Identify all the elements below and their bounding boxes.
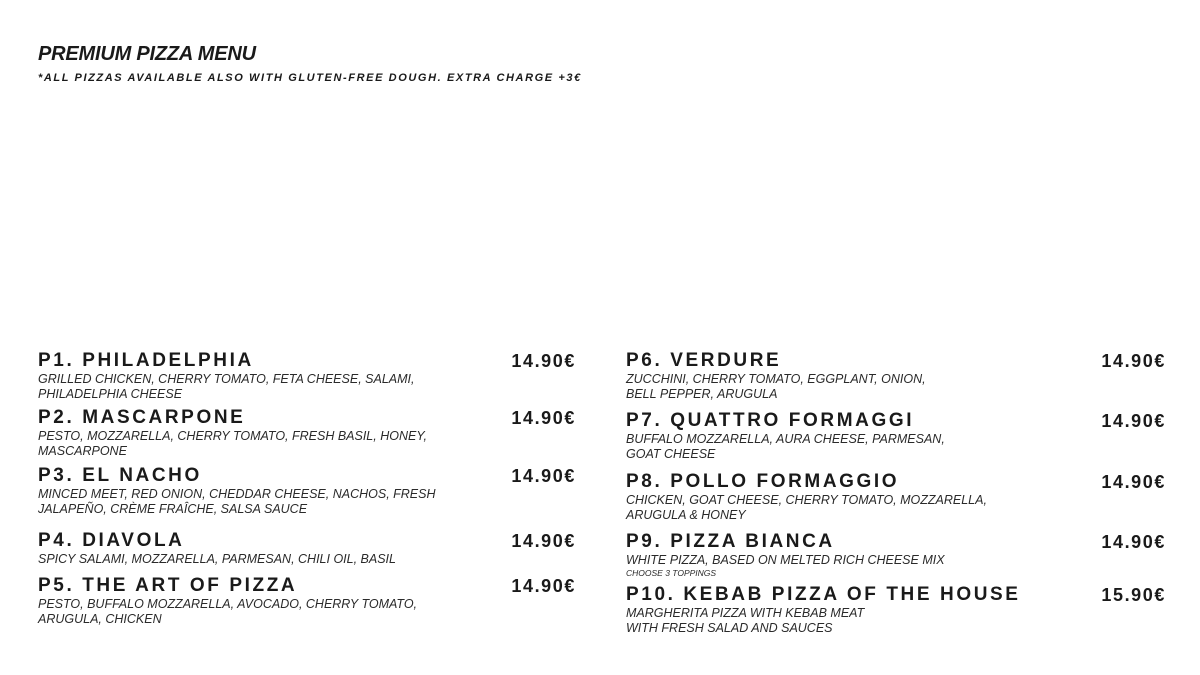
item-description <box>626 606 1046 635</box>
item-description-line: MARGHERITA PIZZA WITH KEBAB MEAT <box>626 606 865 620</box>
item-description <box>626 553 1046 578</box>
item-description-line: PESTO, MOZZARELLA, CHERRY TOMATO, FRESH BASIL, HONEY, <box>38 429 427 443</box>
menu-header <box>38 42 582 85</box>
item-description-line: MASCARPONE <box>38 443 127 458</box>
item-price: 14.90€ <box>511 576 576 596</box>
item-description <box>626 432 1046 461</box>
item-price: 14.90€ <box>511 351 576 371</box>
item-description <box>38 429 458 458</box>
item-name: P10. KEBAB PIZZA OF THE HOUSE <box>626 584 1021 605</box>
item-price: 14.90€ <box>511 408 576 428</box>
item-price: 15.90€ <box>1101 585 1166 605</box>
item-name: P1. PHILADELPHIA <box>38 350 254 371</box>
item-description-line: JALAPEÑO, CRÈME FRAÎCHE, SALSA SAUCE <box>38 501 308 516</box>
item-description-line: ARUGULA, CHICKEN <box>38 611 162 626</box>
menu-title: PREMIUM PIZZA MENU <box>38 43 256 65</box>
item-price: 14.90€ <box>1101 411 1166 431</box>
item-name: P5. THE ART OF PIZZA <box>38 575 298 596</box>
item-name: P2. MASCARPONE <box>38 407 246 428</box>
menu-item <box>38 575 576 626</box>
item-description <box>38 372 458 401</box>
item-note: CHOOSE 3 TOPPINGS <box>626 567 717 578</box>
item-price: 14.90€ <box>1101 472 1166 492</box>
item-description-line: MINCED MEET, RED ONION, CHEDDAR CHEESE, NACHOS, FRESH <box>38 487 436 501</box>
item-description-line: PESTO, BUFFALO MOZZARELLA, AVOCADO, CHERRY TOMATO, <box>38 597 418 611</box>
gluten-free-note: *ALL PIZZAS AVAILABLE ALSO WITH GLUTEN-FREE DOUGH. EXTRA CHARGE +3€ <box>38 72 582 84</box>
item-name: P9. PIZZA BIANCA <box>626 531 835 552</box>
menu-item <box>626 584 1166 635</box>
item-price: 14.90€ <box>511 531 576 551</box>
item-description <box>38 487 458 516</box>
menu-item <box>626 350 1166 401</box>
item-description-line: GOAT CHEESE <box>626 446 716 461</box>
item-description-line: CHICKEN, GOAT CHEESE, CHERRY TOMATO, MOZZARELLA, <box>626 493 987 507</box>
menu-item <box>626 471 1166 522</box>
item-description-line: ARUGULA & HONEY <box>626 507 746 522</box>
item-description <box>626 372 1046 401</box>
item-description-line: WHITE PIZZA, BASED ON MELTED RICH CHEESE MIX <box>626 553 945 567</box>
item-description-line: PHILADELPHIA CHEESE <box>38 386 183 401</box>
item-description <box>626 493 1046 522</box>
item-description <box>38 552 458 567</box>
item-description-line: SPICY SALAMI, MOZZARELLA, PARMESAN, CHILI OIL, BASIL <box>38 552 396 566</box>
item-description-line: BUFFALO MOZZARELLA, AURA CHEESE, PARMESAN, <box>626 432 945 446</box>
item-description <box>38 597 458 626</box>
item-price: 14.90€ <box>1101 532 1166 552</box>
item-price: 14.90€ <box>1101 351 1166 371</box>
item-name: P6. VERDURE <box>626 350 782 371</box>
item-description-line: BELL PEPPER, ARUGULA <box>626 386 778 401</box>
item-name: P8. POLLO FORMAGGIO <box>626 471 900 492</box>
menu-item <box>38 350 576 401</box>
item-description-line: WITH FRESH SALAD AND SAUCES <box>626 620 833 635</box>
item-price: 14.90€ <box>511 466 576 486</box>
menu-item <box>38 530 576 567</box>
item-description-line: GRILLED CHICKEN, CHERRY TOMATO, FETA CHEESE, SALAMI, <box>38 372 415 386</box>
item-name: P7. QUATTRO FORMAGGI <box>626 410 915 431</box>
menu-item <box>626 410 1166 461</box>
item-description-line: ZUCCHINI, CHERRY TOMATO, EGGPLANT, ONION, <box>626 372 926 386</box>
menu-item <box>38 407 576 458</box>
menu-item <box>38 465 576 516</box>
item-name: P4. DIAVOLA <box>38 530 185 551</box>
item-name: P3. EL NACHO <box>38 465 202 486</box>
menu-item <box>626 531 1166 578</box>
